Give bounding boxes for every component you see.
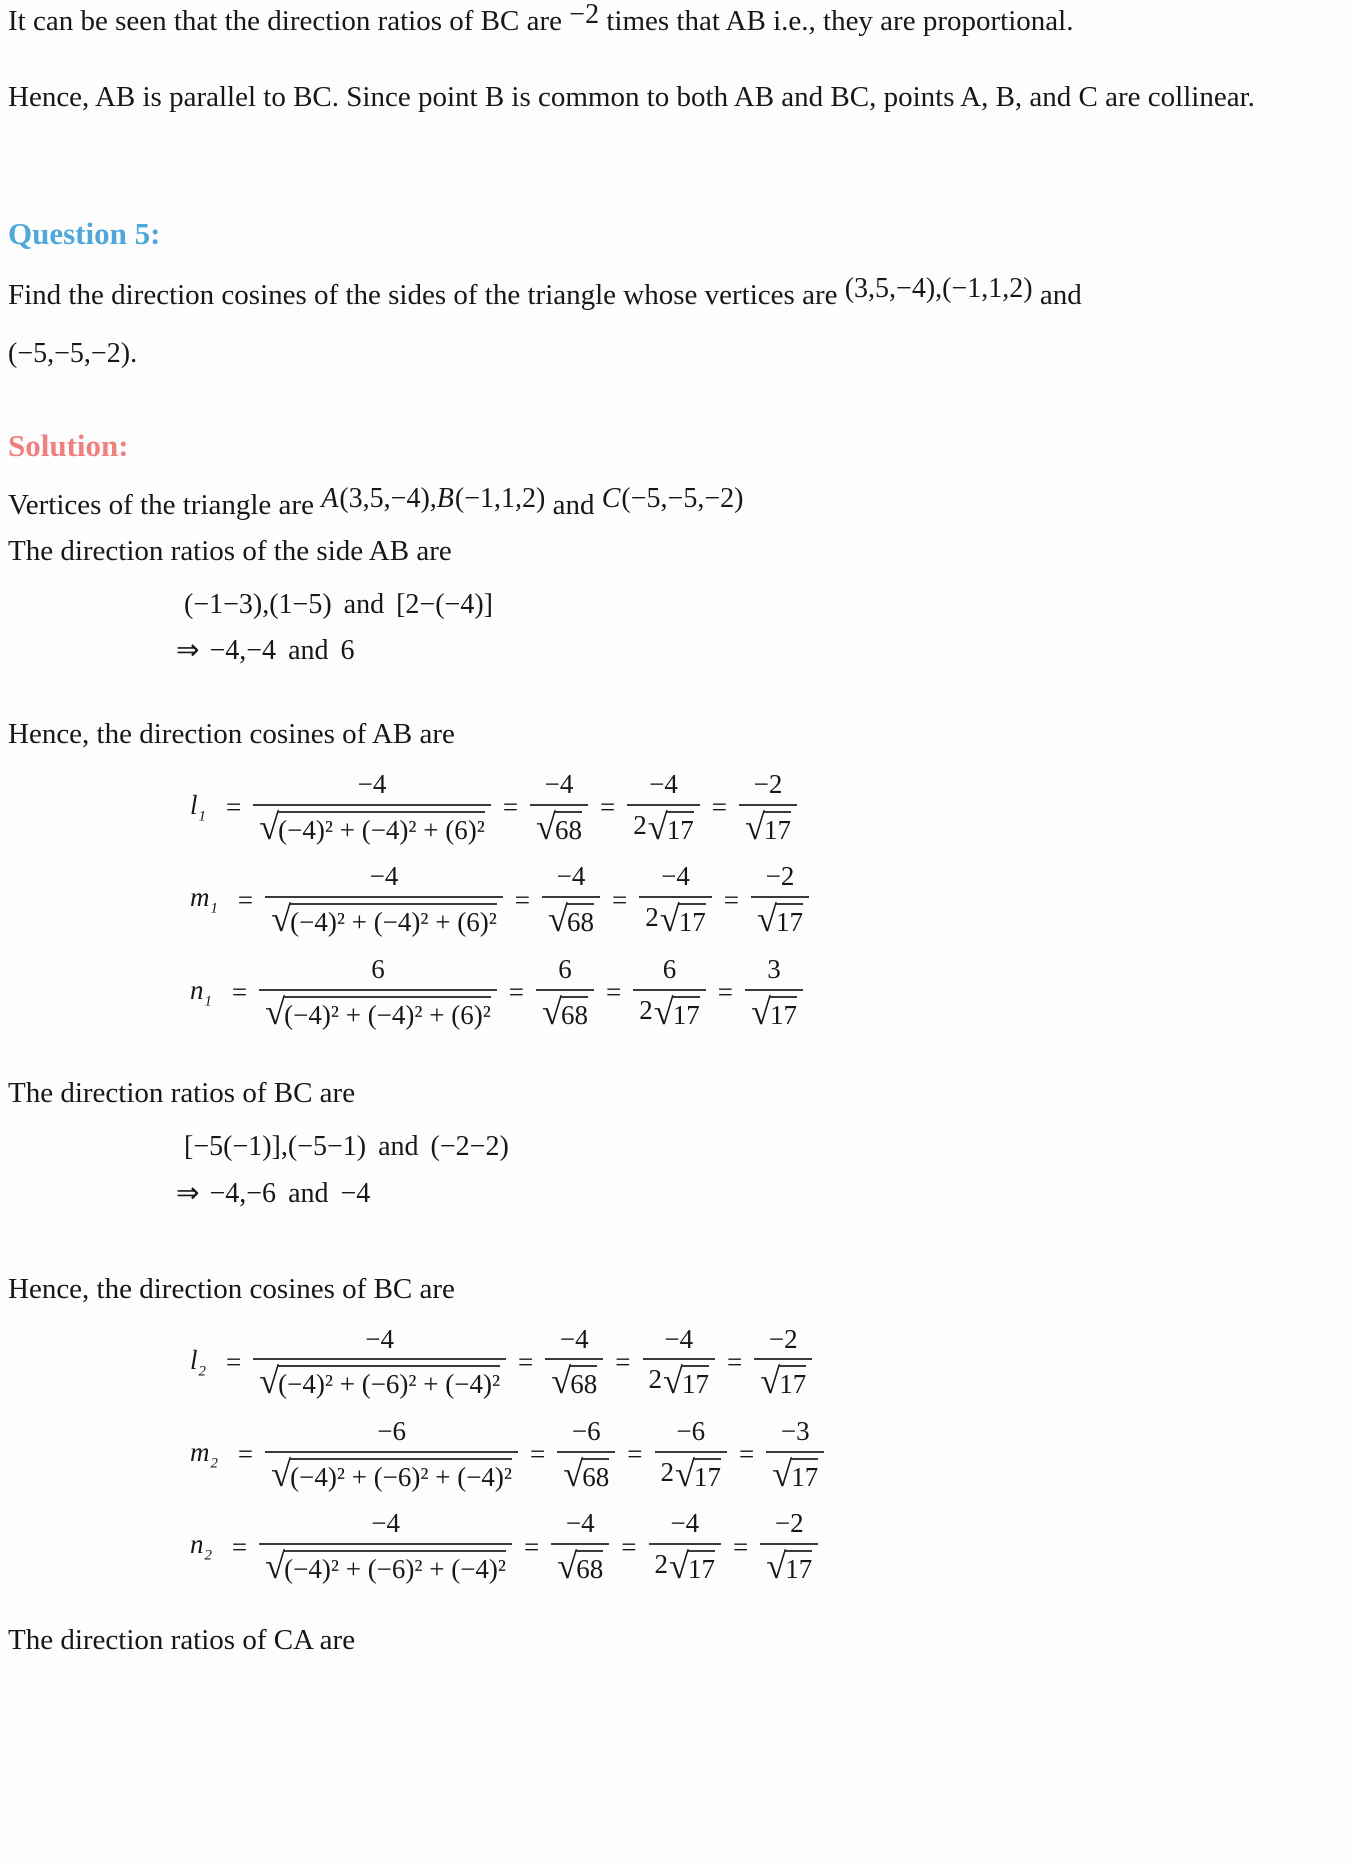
radical-sign: √ xyxy=(563,1453,584,1494)
numerator: −2 xyxy=(768,1323,798,1354)
radicand: 17 xyxy=(682,1365,709,1400)
dr-bc-expression xyxy=(8,1130,1344,1165)
vertices-math: (3,5,−4),(−1,1,2) xyxy=(844,272,1033,304)
variable-subscript: 1 xyxy=(198,808,206,825)
dc-ab-label: Hence, the direction cosines of AB are xyxy=(8,718,455,751)
equals-sign: = xyxy=(225,1346,242,1377)
fraction-main xyxy=(253,1325,506,1400)
radical-sign: √ xyxy=(669,1546,689,1587)
square-root xyxy=(271,1453,513,1494)
radicand: 68 xyxy=(561,996,588,1031)
direction-cosine-equation xyxy=(8,1508,1344,1587)
variable-subscript: 2 xyxy=(198,1362,206,1379)
direction-cosine-equation xyxy=(8,861,1344,940)
fraction-step-1 xyxy=(545,1325,603,1400)
denominator xyxy=(639,896,712,938)
radical-sign: √ xyxy=(265,1546,286,1587)
numerator: −4 xyxy=(365,1323,394,1354)
denominator xyxy=(259,989,497,1031)
numerator: 3 xyxy=(767,953,781,984)
square-root xyxy=(271,899,497,940)
radicand: 68 xyxy=(582,1458,609,1493)
equals-sign: = xyxy=(225,792,242,823)
denominator xyxy=(265,896,503,938)
radical-sign: √ xyxy=(542,991,563,1032)
equation-lhs xyxy=(190,975,212,1010)
denominator xyxy=(557,1451,615,1493)
radical-sign: √ xyxy=(259,806,280,847)
equals-sign: = xyxy=(600,792,616,823)
coefficient: 2 xyxy=(654,1549,668,1580)
fraction-step-2 xyxy=(655,1417,728,1492)
denominator xyxy=(545,1358,603,1400)
equals-sign: = xyxy=(717,977,733,1008)
math-expression: [−5(−1)],(−5−1) xyxy=(184,1131,367,1163)
math-expression: −4,−6 xyxy=(209,1177,277,1209)
fraction-main xyxy=(253,770,491,845)
numerator: −2 xyxy=(753,769,783,800)
denominator xyxy=(760,1543,818,1585)
direction-cosine-equation xyxy=(8,1417,1344,1492)
denominator xyxy=(754,1358,812,1400)
equals-sign: = xyxy=(606,977,622,1008)
coefficient: 2 xyxy=(639,994,653,1025)
implies-arrow: ⇒ xyxy=(176,1177,200,1209)
radical-sign: √ xyxy=(548,899,569,940)
radicand: 17 xyxy=(694,1458,721,1493)
numerator: −4 xyxy=(664,1323,694,1354)
radicand: 17 xyxy=(673,996,700,1031)
radical-sign: √ xyxy=(557,1546,578,1587)
equals-sign: = xyxy=(231,1531,248,1562)
square-root xyxy=(659,899,706,940)
radicand: 17 xyxy=(679,903,706,938)
fraction-step-1 xyxy=(557,1417,615,1492)
square-root xyxy=(557,1546,604,1587)
square-root xyxy=(551,1361,598,1402)
text-segment: and xyxy=(378,1131,419,1163)
equals-sign: = xyxy=(237,884,254,915)
radical-sign: √ xyxy=(757,899,777,940)
ab-cosine-equations xyxy=(8,770,1344,1030)
coefficient: 2 xyxy=(648,1364,663,1395)
square-root xyxy=(663,1361,710,1402)
vertices-ab-math xyxy=(321,482,545,517)
numerator: −4 xyxy=(565,1508,595,1539)
fraction-main xyxy=(265,861,503,940)
square-root xyxy=(653,991,700,1032)
denominator xyxy=(253,804,491,846)
radicand: (−4)² + (−4)² + (6)² xyxy=(284,996,491,1031)
radicand: (−4)² + (−6)² + (−4)² xyxy=(284,1550,506,1585)
fraction-step-3 xyxy=(751,861,809,940)
radical-sign: √ xyxy=(663,1361,684,1402)
math-expression: (−2−2) xyxy=(430,1131,509,1163)
numerator: 6 xyxy=(662,953,677,984)
text-segment: and xyxy=(1032,278,1082,311)
equals-sign: = xyxy=(615,1346,631,1377)
variable: n xyxy=(190,1529,204,1560)
denominator xyxy=(633,989,706,1031)
numerator: −4 xyxy=(369,861,399,892)
square-root xyxy=(265,1546,507,1587)
variable: m xyxy=(190,1436,210,1467)
numerator: −2 xyxy=(765,861,795,892)
text-segment: and xyxy=(545,488,602,521)
variable-subscript: 2 xyxy=(210,1455,218,1472)
text-segment: Find the direction cosines of the sides of the triangle whose vertices are xyxy=(8,278,845,311)
radicand: 17 xyxy=(791,1458,818,1493)
equals-sign: = xyxy=(231,977,248,1008)
vertex-math: (−5,−5,−2) xyxy=(8,337,131,369)
dr-ab-label: The direction ratios of the side AB are xyxy=(8,534,452,567)
fraction-step-1 xyxy=(551,1508,609,1587)
direction-cosine-equation xyxy=(8,955,1344,1030)
radical-sign: √ xyxy=(766,1546,787,1587)
square-root xyxy=(548,899,595,940)
square-root xyxy=(751,991,797,1032)
math-expression: −4 xyxy=(340,1177,371,1209)
fraction-step-2 xyxy=(633,955,706,1030)
numerator: −2 xyxy=(774,1508,804,1539)
radicand: (−4)² + (−6)² + (−4)² xyxy=(278,1365,500,1400)
denominator xyxy=(627,804,700,846)
radicand: 17 xyxy=(764,811,791,846)
radicand: 68 xyxy=(570,1365,597,1400)
radical-sign: √ xyxy=(760,1361,781,1402)
radical-sign: √ xyxy=(751,991,771,1032)
square-root xyxy=(542,991,589,1032)
fraction-main xyxy=(265,1417,518,1492)
fraction-main xyxy=(259,1508,512,1587)
text-segment: and xyxy=(288,1177,329,1209)
square-root xyxy=(766,1546,813,1587)
denominator xyxy=(751,896,809,938)
radical-sign: √ xyxy=(659,899,680,940)
square-root xyxy=(647,806,694,847)
numerator: −4 xyxy=(357,769,387,800)
denominator xyxy=(655,1451,728,1493)
denominator xyxy=(259,1543,512,1585)
equals-sign: = xyxy=(514,884,531,915)
point-coordinates: (−5,−5,−2) xyxy=(621,482,744,514)
fraction-step-1 xyxy=(536,955,594,1030)
question-body-line-1 xyxy=(8,272,1344,314)
square-root xyxy=(669,1546,715,1587)
radicand: 17 xyxy=(667,811,694,846)
coefficient: 2 xyxy=(633,809,647,840)
equals-sign: = xyxy=(727,1346,743,1377)
fraction-main xyxy=(259,955,497,1030)
denominator xyxy=(265,1451,518,1493)
equals-sign: = xyxy=(612,884,628,915)
radical-sign: √ xyxy=(265,991,286,1032)
equals-sign: = xyxy=(621,1531,637,1562)
radicand: (−4)² + (−4)² + (6)² xyxy=(278,811,485,846)
fraction-step-2 xyxy=(643,1325,716,1400)
numerator: −6 xyxy=(377,1415,406,1446)
fraction-step-3 xyxy=(739,770,797,845)
square-root xyxy=(675,1453,721,1494)
radical-sign: √ xyxy=(271,1453,292,1494)
numerator: −4 xyxy=(670,1508,700,1539)
equals-sign: = xyxy=(518,1346,534,1377)
numerator: −4 xyxy=(544,769,574,800)
math-expression: −4,−4 xyxy=(209,635,277,667)
numerator: −4 xyxy=(371,1508,400,1539)
math-expression: [2−(−4)] xyxy=(396,588,493,620)
equals-sign: = xyxy=(711,792,728,823)
equation-lhs xyxy=(190,1529,212,1564)
math-expression: (−1−3),(1−5) xyxy=(184,588,332,620)
equals-sign: = xyxy=(502,792,519,823)
denominator xyxy=(643,1358,716,1400)
numerator: −6 xyxy=(571,1415,601,1446)
radical-sign: √ xyxy=(536,806,557,847)
equals-sign: = xyxy=(530,1439,546,1470)
bc-cosine-equations xyxy=(8,1325,1344,1585)
point-coordinates: (3,5,−4), xyxy=(339,482,437,514)
square-root xyxy=(757,899,803,940)
numerator: −4 xyxy=(556,861,586,892)
equals-sign: = xyxy=(524,1531,540,1562)
equation-lhs xyxy=(190,1345,206,1380)
square-root xyxy=(536,806,583,847)
equals-sign: = xyxy=(508,977,525,1008)
direction-cosine-equation xyxy=(8,1325,1344,1400)
denominator xyxy=(536,989,594,1031)
dr-ca-label: The direction ratios of CA are xyxy=(8,1623,356,1656)
radicand: 68 xyxy=(567,903,594,938)
variable: A xyxy=(321,482,339,514)
variable: l xyxy=(190,1344,198,1375)
dr-ab-expression xyxy=(8,588,1344,623)
fraction-step-3 xyxy=(766,1417,824,1492)
equals-sign: = xyxy=(733,1531,749,1562)
square-root xyxy=(760,1361,807,1402)
denominator xyxy=(649,1543,722,1585)
fraction-step-1 xyxy=(542,861,600,940)
radical-sign: √ xyxy=(745,806,766,847)
denominator xyxy=(551,1543,609,1585)
radicand: 17 xyxy=(779,1365,806,1400)
dr-bc-label: The direction ratios of BC are xyxy=(8,1077,356,1110)
variable: C xyxy=(601,482,621,514)
vertex-c-math xyxy=(602,482,744,517)
equation-lhs xyxy=(190,1437,218,1472)
fraction-step-1 xyxy=(530,770,588,845)
denominator xyxy=(739,804,797,846)
radicand: (−4)² + (−4)² + (6)² xyxy=(290,903,497,938)
fraction-step-2 xyxy=(627,770,700,845)
dr-ab-result xyxy=(8,634,1344,669)
radicand: 17 xyxy=(688,1550,715,1585)
coefficient: 2 xyxy=(645,902,659,933)
square-root xyxy=(745,806,792,847)
numerator: 6 xyxy=(558,953,572,984)
numerator: −4 xyxy=(661,861,690,892)
square-root xyxy=(265,991,491,1032)
variable-subscript: 1 xyxy=(204,993,212,1010)
dc-bc-label: Hence, the direction cosines of BC are xyxy=(8,1272,455,1305)
radicand: 17 xyxy=(785,1550,812,1585)
variable: n xyxy=(190,974,204,1005)
radicand: 68 xyxy=(555,811,582,846)
denominator xyxy=(253,1358,506,1400)
coefficient: 2 xyxy=(660,1456,674,1487)
variable: l xyxy=(190,790,198,821)
denominator xyxy=(745,989,803,1031)
radicand: 17 xyxy=(776,903,803,938)
text-segment: and xyxy=(288,635,329,667)
radicand: 17 xyxy=(770,996,797,1031)
equals-sign: = xyxy=(739,1439,755,1470)
square-root xyxy=(259,1361,501,1402)
solution-heading: Solution: xyxy=(8,427,129,463)
text-segment: and xyxy=(343,588,385,620)
variable-subscript: 2 xyxy=(204,1547,212,1564)
variable: m xyxy=(190,882,210,913)
intro-paragraph-1 xyxy=(8,0,1344,40)
intro-paragraph-2: Hence, AB is parallel to BC. Since point B is common to both AB and BC, points A, B, and C are collinear. xyxy=(8,80,1255,113)
text-segment: It can be seen that the direction ratios of BC are xyxy=(8,5,570,37)
implies-arrow: ⇒ xyxy=(176,635,200,667)
radicand: (−4)² + (−6)² + (−4)² xyxy=(290,1458,512,1493)
text-segment: times that AB i.e., they are proportional. xyxy=(599,5,1074,37)
fraction-step-3 xyxy=(760,1508,818,1587)
point-coordinates: (−1,1,2) xyxy=(454,482,546,514)
numerator: −4 xyxy=(559,1323,589,1354)
radical-sign: √ xyxy=(259,1361,280,1402)
radical-sign: √ xyxy=(551,1361,572,1402)
inline-math-minus-2: −2 xyxy=(569,0,600,30)
square-root xyxy=(563,1453,610,1494)
question-heading: Question 5: xyxy=(8,215,161,251)
fraction-step-3 xyxy=(745,955,803,1030)
equals-sign: = xyxy=(627,1439,643,1470)
radical-sign: √ xyxy=(675,1453,695,1494)
numerator: 6 xyxy=(371,953,385,984)
square-root xyxy=(772,1453,819,1494)
denominator xyxy=(542,896,600,938)
equation-lhs xyxy=(190,882,218,917)
equation-lhs xyxy=(190,790,206,825)
radical-sign: √ xyxy=(647,806,668,847)
denominator xyxy=(766,1451,824,1493)
fraction-step-2 xyxy=(649,1508,722,1587)
variable-subscript: 1 xyxy=(210,900,218,917)
denominator xyxy=(530,804,588,846)
radicand: 68 xyxy=(576,1550,603,1585)
equals-sign: = xyxy=(237,1439,254,1470)
text-segment: Vertices of the triangle are xyxy=(8,488,322,521)
numerator: −3 xyxy=(780,1415,810,1446)
radical-sign: √ xyxy=(653,991,674,1032)
question-body-line-2 xyxy=(8,336,1344,372)
numerator: −6 xyxy=(676,1415,706,1446)
fraction-step-3 xyxy=(754,1325,812,1400)
equals-sign: = xyxy=(723,884,739,915)
fraction-step-2 xyxy=(639,861,712,940)
variable: B xyxy=(436,482,454,514)
dr-bc-result xyxy=(8,1177,1344,1212)
radical-sign: √ xyxy=(772,1453,793,1494)
square-root xyxy=(259,806,485,847)
direction-cosine-equation xyxy=(8,770,1344,845)
math-expression: 6 xyxy=(340,635,355,667)
radical-sign: √ xyxy=(271,899,292,940)
text-segment: . xyxy=(130,336,138,369)
vertices-line xyxy=(8,482,1344,524)
numerator: −4 xyxy=(649,769,678,800)
